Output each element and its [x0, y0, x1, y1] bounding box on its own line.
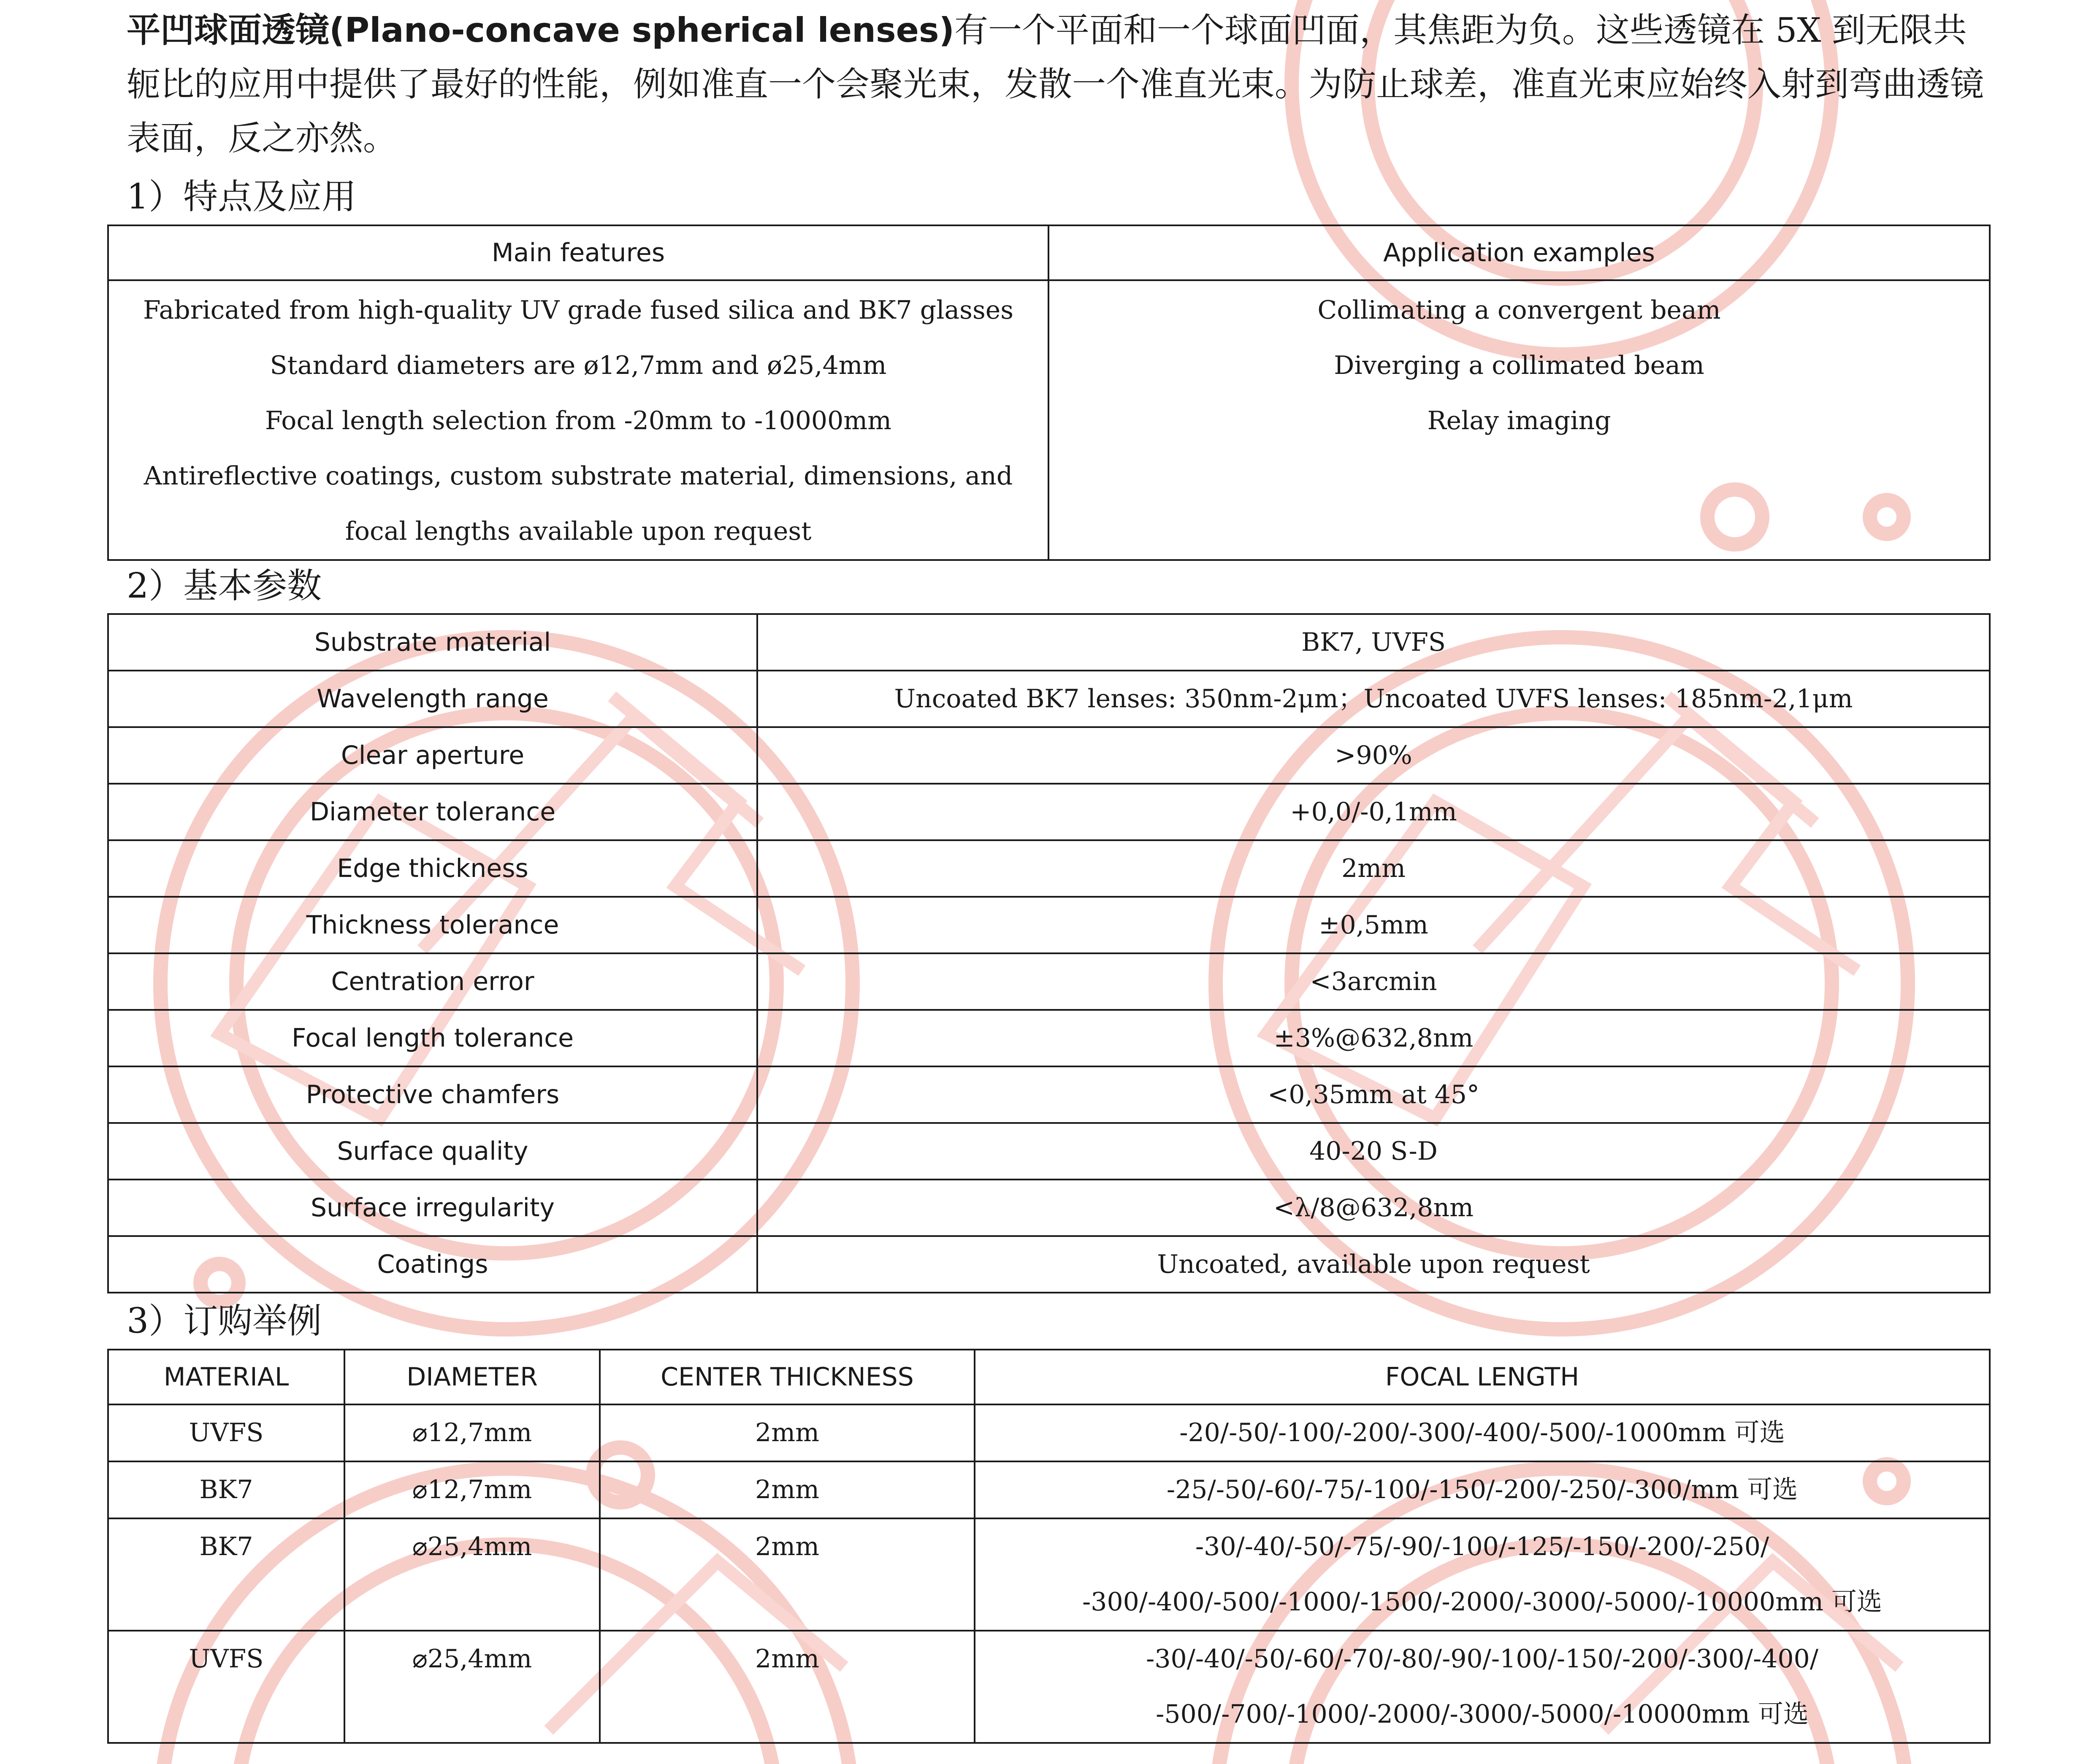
parameters-table — [107, 613, 1991, 1293]
param-value: <λ/8@632,8nm — [757, 1180, 1990, 1236]
feature-item: Standard diameters are ø12,7mm and ø25,4mm — [270, 351, 887, 380]
focal-line: -30/-40/-50/-75/-90/-100/-125/-150/-200/-250/ — [1195, 1532, 1769, 1561]
param-row — [108, 671, 1990, 727]
param-row — [108, 614, 1990, 671]
param-label: Protective chamfers — [108, 1066, 757, 1123]
section3-title: 3）订购举例 — [127, 1301, 322, 1341]
param-label: Substrate material — [108, 614, 757, 671]
param-row — [108, 784, 1990, 840]
application-item: Collimating a convergent beam — [1317, 295, 1721, 325]
param-row — [108, 1236, 1990, 1293]
feature-item: focal lengths available upon request — [345, 517, 812, 546]
order-row — [108, 1404, 1990, 1461]
order-row — [108, 1631, 1990, 1743]
features-header: Main features — [108, 225, 1048, 280]
param-value: Uncoated BK7 lenses: 350nm-2μm；Uncoated UVFS lenses: 185nm-2,1μm — [757, 671, 1990, 727]
param-row — [108, 1123, 1990, 1180]
ordering-table — [107, 1349, 1991, 1744]
param-value: 40-20 S-D — [757, 1123, 1990, 1180]
param-label: Edge thickness — [108, 840, 757, 897]
diameter-header: DIAMETER — [344, 1350, 600, 1404]
feature-item: Antireflective coatings, custom substrate material, dimensions, and — [144, 461, 1013, 491]
param-label: Diameter tolerance — [108, 784, 757, 840]
param-value: >90% — [757, 727, 1990, 784]
applications-header: Application examples — [1048, 225, 1990, 280]
param-value: <3arcmin — [757, 953, 1990, 1010]
param-label: Clear aperture — [108, 727, 757, 784]
diameter-cell: ⌀25,4mm — [344, 1631, 600, 1743]
focal-cell — [975, 1518, 1990, 1631]
param-label: Wavelength range — [108, 671, 757, 727]
application-item: Relay imaging — [1427, 406, 1611, 436]
param-row — [108, 1010, 1990, 1066]
thickness-cell: 2mm — [600, 1404, 975, 1461]
diameter-cell: ⌀25,4mm — [344, 1518, 600, 1631]
param-row — [108, 727, 1990, 784]
applications-cell — [1048, 280, 1990, 560]
features-table — [107, 225, 1991, 561]
param-label: Focal length tolerance — [108, 1010, 757, 1066]
thickness-header: CENTER THICKNESS — [600, 1350, 975, 1404]
param-label: Coatings — [108, 1236, 757, 1293]
param-label: Surface irregularity — [108, 1180, 757, 1236]
param-row — [108, 1066, 1990, 1123]
focal-cell — [975, 1404, 1990, 1461]
application-item: Diverging a collimated beam — [1334, 351, 1704, 380]
param-value: ±3%@632,8nm — [757, 1010, 1990, 1066]
material-cell: BK7 — [108, 1518, 344, 1631]
param-row — [108, 1180, 1990, 1236]
focal-line: -20/-50/-100/-200/-300/-400/-500/-1000mm 可选 — [1179, 1418, 1785, 1447]
feature-item: Focal length selection from -20mm to -10000mm — [265, 406, 892, 436]
section1-title: 1）特点及应用 — [127, 177, 357, 217]
focal-header: FOCAL LENGTH — [975, 1350, 1990, 1404]
section2-title: 2）基本参数 — [127, 566, 322, 606]
param-value: BK7, UVFS — [757, 614, 1990, 671]
focal-cell — [975, 1631, 1990, 1743]
focal-line: -300/-400/-500/-1000/-1500/-2000/-3000/-5000/-10000mm 可选 — [1082, 1587, 1882, 1617]
param-value: 2mm — [757, 840, 1990, 897]
param-label: Centration error — [108, 953, 757, 1010]
material-cell: UVFS — [108, 1631, 344, 1743]
param-label: Thickness tolerance — [108, 897, 757, 953]
focal-line: -500/-700/-1000/-2000/-3000/-5000/-10000mm 可选 — [1156, 1699, 1809, 1729]
features-cell — [108, 280, 1048, 560]
param-value: <0,35mm at 45° — [757, 1066, 1990, 1123]
param-label: Surface quality — [108, 1123, 757, 1180]
order-row — [108, 1461, 1990, 1518]
material-header: MATERIAL — [108, 1350, 344, 1404]
param-value: +0,0/-0,1mm — [757, 784, 1990, 840]
feature-item: Fabricated from high-quality UV grade fused silica and BK7 glasses — [143, 295, 1014, 325]
focal-line: -25/-50/-60/-75/-100/-150/-200/-250/-300/mm 可选 — [1166, 1475, 1798, 1504]
thickness-cell: 2mm — [600, 1631, 975, 1743]
order-row — [108, 1518, 1990, 1631]
intro-paragraph — [127, 3, 1992, 165]
diameter-cell: ⌀12,7mm — [344, 1461, 600, 1518]
focal-line: -30/-40/-50/-60/-70/-80/-90/-100/-150/-200/-300/-400/ — [1146, 1644, 1818, 1674]
param-value: Uncoated, available upon request — [757, 1236, 1990, 1293]
thickness-cell: 2mm — [600, 1518, 975, 1631]
param-value: ±0,5mm — [757, 897, 1990, 953]
param-row — [108, 953, 1990, 1010]
param-row — [108, 897, 1990, 953]
focal-cell — [975, 1461, 1990, 1518]
intro-text: 有一个平面和一个球面凹面，其焦距为负。这些透镜在 5X 到无限共轭比的应用中提供了最好的性能，例如准直一个会聚光束，发散一个准直光束。为防止球差，准直光束应始终入射到弯曲透镜表面，反之亦然。 — [127, 11, 1984, 158]
diameter-cell: ⌀12,7mm — [344, 1404, 600, 1461]
material-cell: BK7 — [108, 1461, 344, 1518]
thickness-cell: 2mm — [600, 1461, 975, 1518]
param-row — [108, 840, 1990, 897]
intro-title: 平凹球面透镜(Plano-concave spherical lenses) — [127, 11, 955, 50]
material-cell: UVFS — [108, 1404, 344, 1461]
